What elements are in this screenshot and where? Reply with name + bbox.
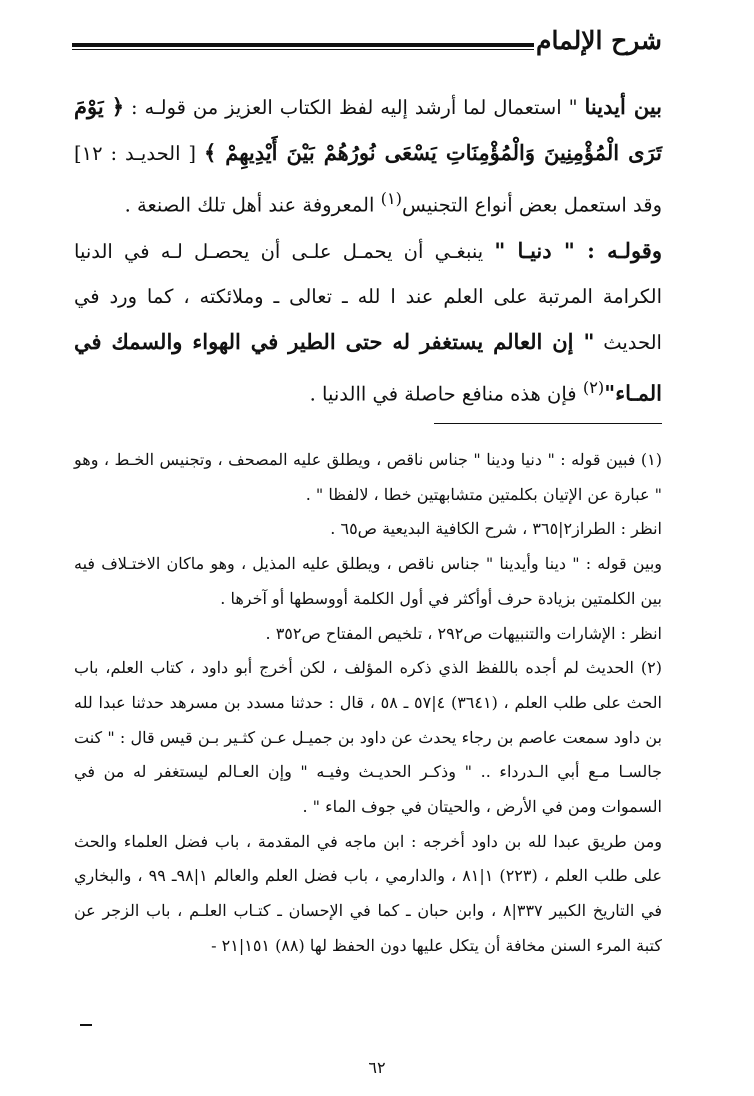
quoted-phrase: وقولـه : " دنيـا " — [494, 237, 662, 263]
paragraph-2 — [74, 228, 662, 417]
paragraph-text: " استعمال لما أرشد إليه لفظ الكتاب العزيز من قولـه : — [124, 96, 585, 119]
paragraph-text: المعروفة عند أهل تلك الصنعة . — [124, 193, 381, 217]
page-number: ٦٢ — [368, 1058, 386, 1077]
running-title: شرح الإلمام — [536, 26, 662, 55]
footnote-paragraph: (٢) الحديث لم أجده باللفظ الذي ذكره المؤلف ، لكن أخرج أبو داود ، كتاب العلم، باب الحث على طلب العلم ، (٣٦٤١) ٤|٥٧ ـ ٥٨ ، قال : حدثنا مسدد بن مسرهد حدثنا عبدا لله بن داود سمعت عاصم بن رجاء يحدث عن داود بن جميـل عـن كثـير بـن قيس قال : " كنت جالسـا مـع أبي الـدرداء .. " وذكـر الحديـث وفيـه " وإن العـالم ليستغفر له من في السموات ومن في الأرض ، والحيتان في جوف الماء " . — [74, 658, 663, 817]
paragraph-text: [ الحديـد : ١٢] وقد استعمل بعض أنواع التجنيس — [74, 142, 662, 217]
footnote-ref-2: (٢) — [582, 377, 605, 397]
header-rule — [72, 43, 534, 50]
footnote-paragraph: انظر : الإشارات والتنبيهات ص٢٩٢ ، تلخيص المفتاح ص٣٥٢ . — [265, 623, 662, 643]
paragraph-1 — [74, 84, 662, 228]
footnote-separator — [434, 423, 662, 424]
continuation-dash — [80, 1024, 92, 1026]
footnotes — [74, 443, 662, 964]
paragraph-text: فإن هذه منافع حاصلة في االدنيا . — [309, 382, 583, 405]
footnote-paragraph: (١) فبين قوله : " دنيا ودينا " جناس ناقص ، ويطلق عليه المصحف ، وتجنيس الخـط ، وهو " عبارة عن الإتيان بكلمتين متشابهتين خطا ، لالفظا " . — [74, 450, 662, 504]
footnote-paragraph: انظر : الطراز٢|٣٦٥ ، شرح الكافية البديعية ص٦٥ . — [330, 519, 662, 539]
footnote-paragraph: ومن طريق عبدا لله بن داود أخرجه : ابن ماجه في المقدمة ، باب فضل العلماء والحث على طلب العلم ، (٢٢٣) ١|٨١ ، والدارمي ، باب فضل العلم والعالم ١|٩٨ـ ٩٩ ، والبخاري في التاريخ الكبير ٣٣٧|٨ ، وابن حبان ـ كما في الإحسان ـ كتـاب العلـم ، باب الزجر عن كتبة المرء السنن مخافة أن يتكل عليها دون الحفظ لها (٨٨) ١٥١|٢١ - — [74, 831, 663, 955]
page-header — [72, 22, 662, 66]
hadith-quote: " إن العالم يستغفر له حتى الطير في الهواء والسمك في المـاء" — [74, 328, 662, 405]
paragraph-text: ينبغـي أن يحمـل علـى أن يحصـل لـه في الدنيا الكرامة المرتبة على العلم عند ا لله ـ تعالى ـ وملائكته ، كما ورد في الحديث — [74, 239, 662, 354]
main-text — [74, 84, 662, 416]
footnote-paragraph: وبين قوله : " دينا وأيدينا " جناس ناقص ، ويطلق عليه المذيل ، وهو ماكان الاختـلاف فيه بين الكلمتين بزيادة حرف أوأكثر في أول الكلمة أووسطها أو آخرها . — [74, 554, 662, 608]
quran-verse: ﴿ يَوْمَ تَرَى الْمُؤْمِنِينَ وَالْمُؤْمِنَاتِ يَسْعَى نُورُهُمْ بَيْنَ أَيْدِيهِمْ ﴾ — [74, 94, 663, 165]
footnote-ref-1: (١) — [380, 189, 402, 208]
quoted-phrase: بين أيدينا — [584, 94, 663, 119]
